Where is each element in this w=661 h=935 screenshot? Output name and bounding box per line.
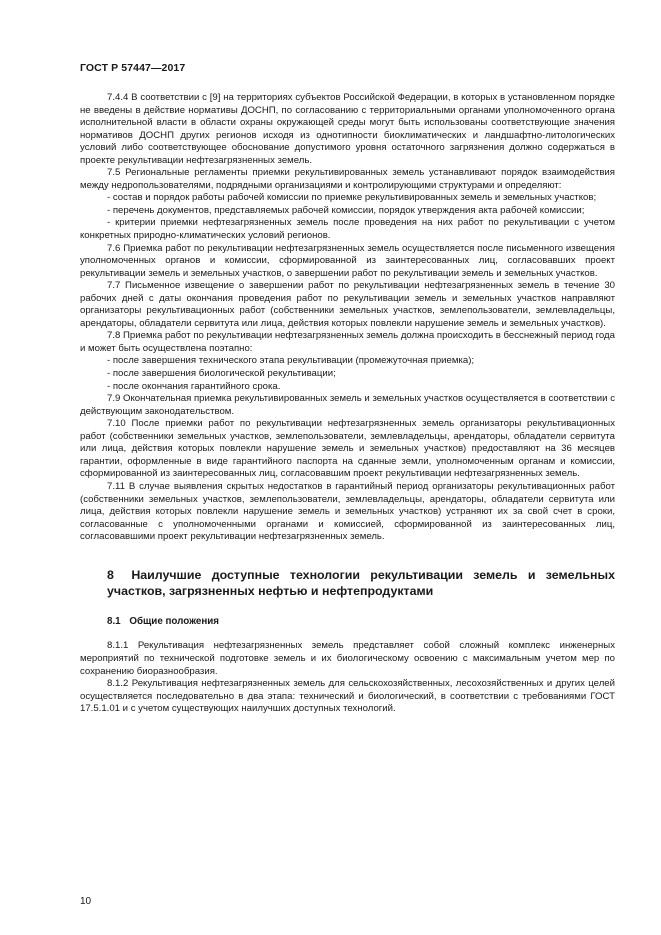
document-header: ГОСТ Р 57447—2017 <box>80 62 186 74</box>
paragraph-7-6: 7.6 Приемка работ по рекультивации нефтезагрязненных земель осуществляется после письменного извещения уполномоченных органов и комиссии, сформированной из заинтересованных лиц, согласовавших проект рекультивации земель и земельных участков, о завершении работ по рекультивации земель и земельных участков. <box>80 242 615 279</box>
paragraph-7-4-4: 7.4.4 В соответствии с [9] на территориях субъектов Российской Федерации, в которых в установленном порядке не введены в действие нормативы ДОСНП, по согласованию с территориальными органами уполномоченного органа исполнительной власти в области охраны окружающей среды могут быть использованы соответствующие значения нормативов ДОСНП других регионов исходя из однотипности биоклиматических и ландшафтно-литологических условий либо соответствующее обоснование допустимого уровня остаточного загрязнения должно содержаться в проекте рекультивации нефтезагрязненных земель. <box>80 92 615 166</box>
paragraph-7-9: 7.9 Окончательная приемка рекультивированных земель и земельных участков осуществляется в соответствии с действующим законодательством. <box>80 393 615 417</box>
list-item: - перечень документов, представляемых рабочей комиссии, порядок утверждения акта рабочей комиссии; <box>107 204 585 216</box>
list-item: - после завершения биологической рекультивации; <box>107 368 336 380</box>
list-item: - после завершения технического этапа рекультивации (промежуточная приемка); <box>107 355 475 367</box>
paragraph-7-5: 7.5 Региональные регламенты приемки рекультивированных земель устанавливают порядок взаимодействия между недропользователями, подрядными организациями и контролирующими структурами и определяют: <box>80 167 615 191</box>
section-title: Наилучшие доступные технологии рекультивации земель и земельных участков, загрязненных нефтью и нефтепродуктами <box>107 567 615 599</box>
paragraph-7-8: 7.8 Приемка работ по рекультивации нефтезагрязненных земель должна происходить в бесснежный период года и может быть осуществлена поэтапно: <box>80 330 615 354</box>
list-item: - критерии приемки нефтезагрязненных земель после проведения на них работ по рекультивации с учетом конкретных природно-климатических условий регионов. <box>80 217 615 242</box>
paragraph-8-1-2: 8.1.2 Рекультивация нефтезагрязненных земель для сельскохозяйственных, лесохозяйственных и других целей осуществляется последовательно в два этапа: технический и биологический, в соответствии с требованиями ГОСТ 17.5.1.01 и с учетом существующих наилучших доступных технологий. <box>80 678 615 715</box>
subsection-number: 8.1 <box>107 615 121 627</box>
paragraph-7-10: 7.10 После приемки работ по рекультивации нефтезагрязненных земель организаторы рекультивационных работ (собственники земельных участков, землепользователи, землевладельцы, арендаторы, обладатели сервитута или лица, действия которых повлекли нарушение земель и земельных участков) предоставляют на 36 месяцев гарантии, оформленные в виде гарантийного паспорта на сданные земли, уполномоченным органам и комиссии, сформированной из заинтересованных лиц, согласовавшим проект рекультивации нефтезагрязненных земель. <box>80 418 615 480</box>
subsection-title: Общие положения <box>129 615 220 627</box>
subsection-heading <box>80 616 615 629</box>
section-number: 8 <box>107 567 114 582</box>
paragraph-7-7: 7.7 Письменное извещение о завершении работ по рекультивации нефтезагрязненных земель в течение 30 рабочих дней с даты окончания проведения работ по рекультивации земель и земельных участков направляют организаторы рекультивационных работ (собственники земельных участков, землепользователи, землевладельцы, арендаторы, обладатели сервитута или лица, действия которых повлекли нарушение земель и земельных участков). <box>80 280 615 329</box>
page-number: 10 <box>80 896 92 907</box>
paragraph-7-11: 7.11 В случае выявления скрытых недостатков в гарантийный период организаторы рекультивационных работ (собственники земельных участков, землепользователи, землевладельцы, арендаторы, обладатели сервитута или лица, действия которых повлекли нарушение земель и земельных участков) устраняют их за свой счет в сроки, согласованные с уполномоченными органами и комиссией, сформированной из заинтересованных лиц, согласовавшими проект рекультивации нефтезагрязненных земель. <box>80 480 615 543</box>
section-heading <box>80 567 615 600</box>
list-item: - состав и порядок работы рабочей комиссии по приемке рекультивированных земель и земельных участков; <box>107 192 597 204</box>
list-item: - после окончания гарантийного срока. <box>107 380 281 392</box>
document-body <box>80 92 615 716</box>
paragraph-8-1-1: 8.1.1 Рекультивация нефтезагрязненных земель представляет собой сложный комплекс инженерных мероприятий по технической подготовке земель и их биологическому освоению с максимальным учетом мер по сохранению биоразнообразия. <box>80 640 615 677</box>
